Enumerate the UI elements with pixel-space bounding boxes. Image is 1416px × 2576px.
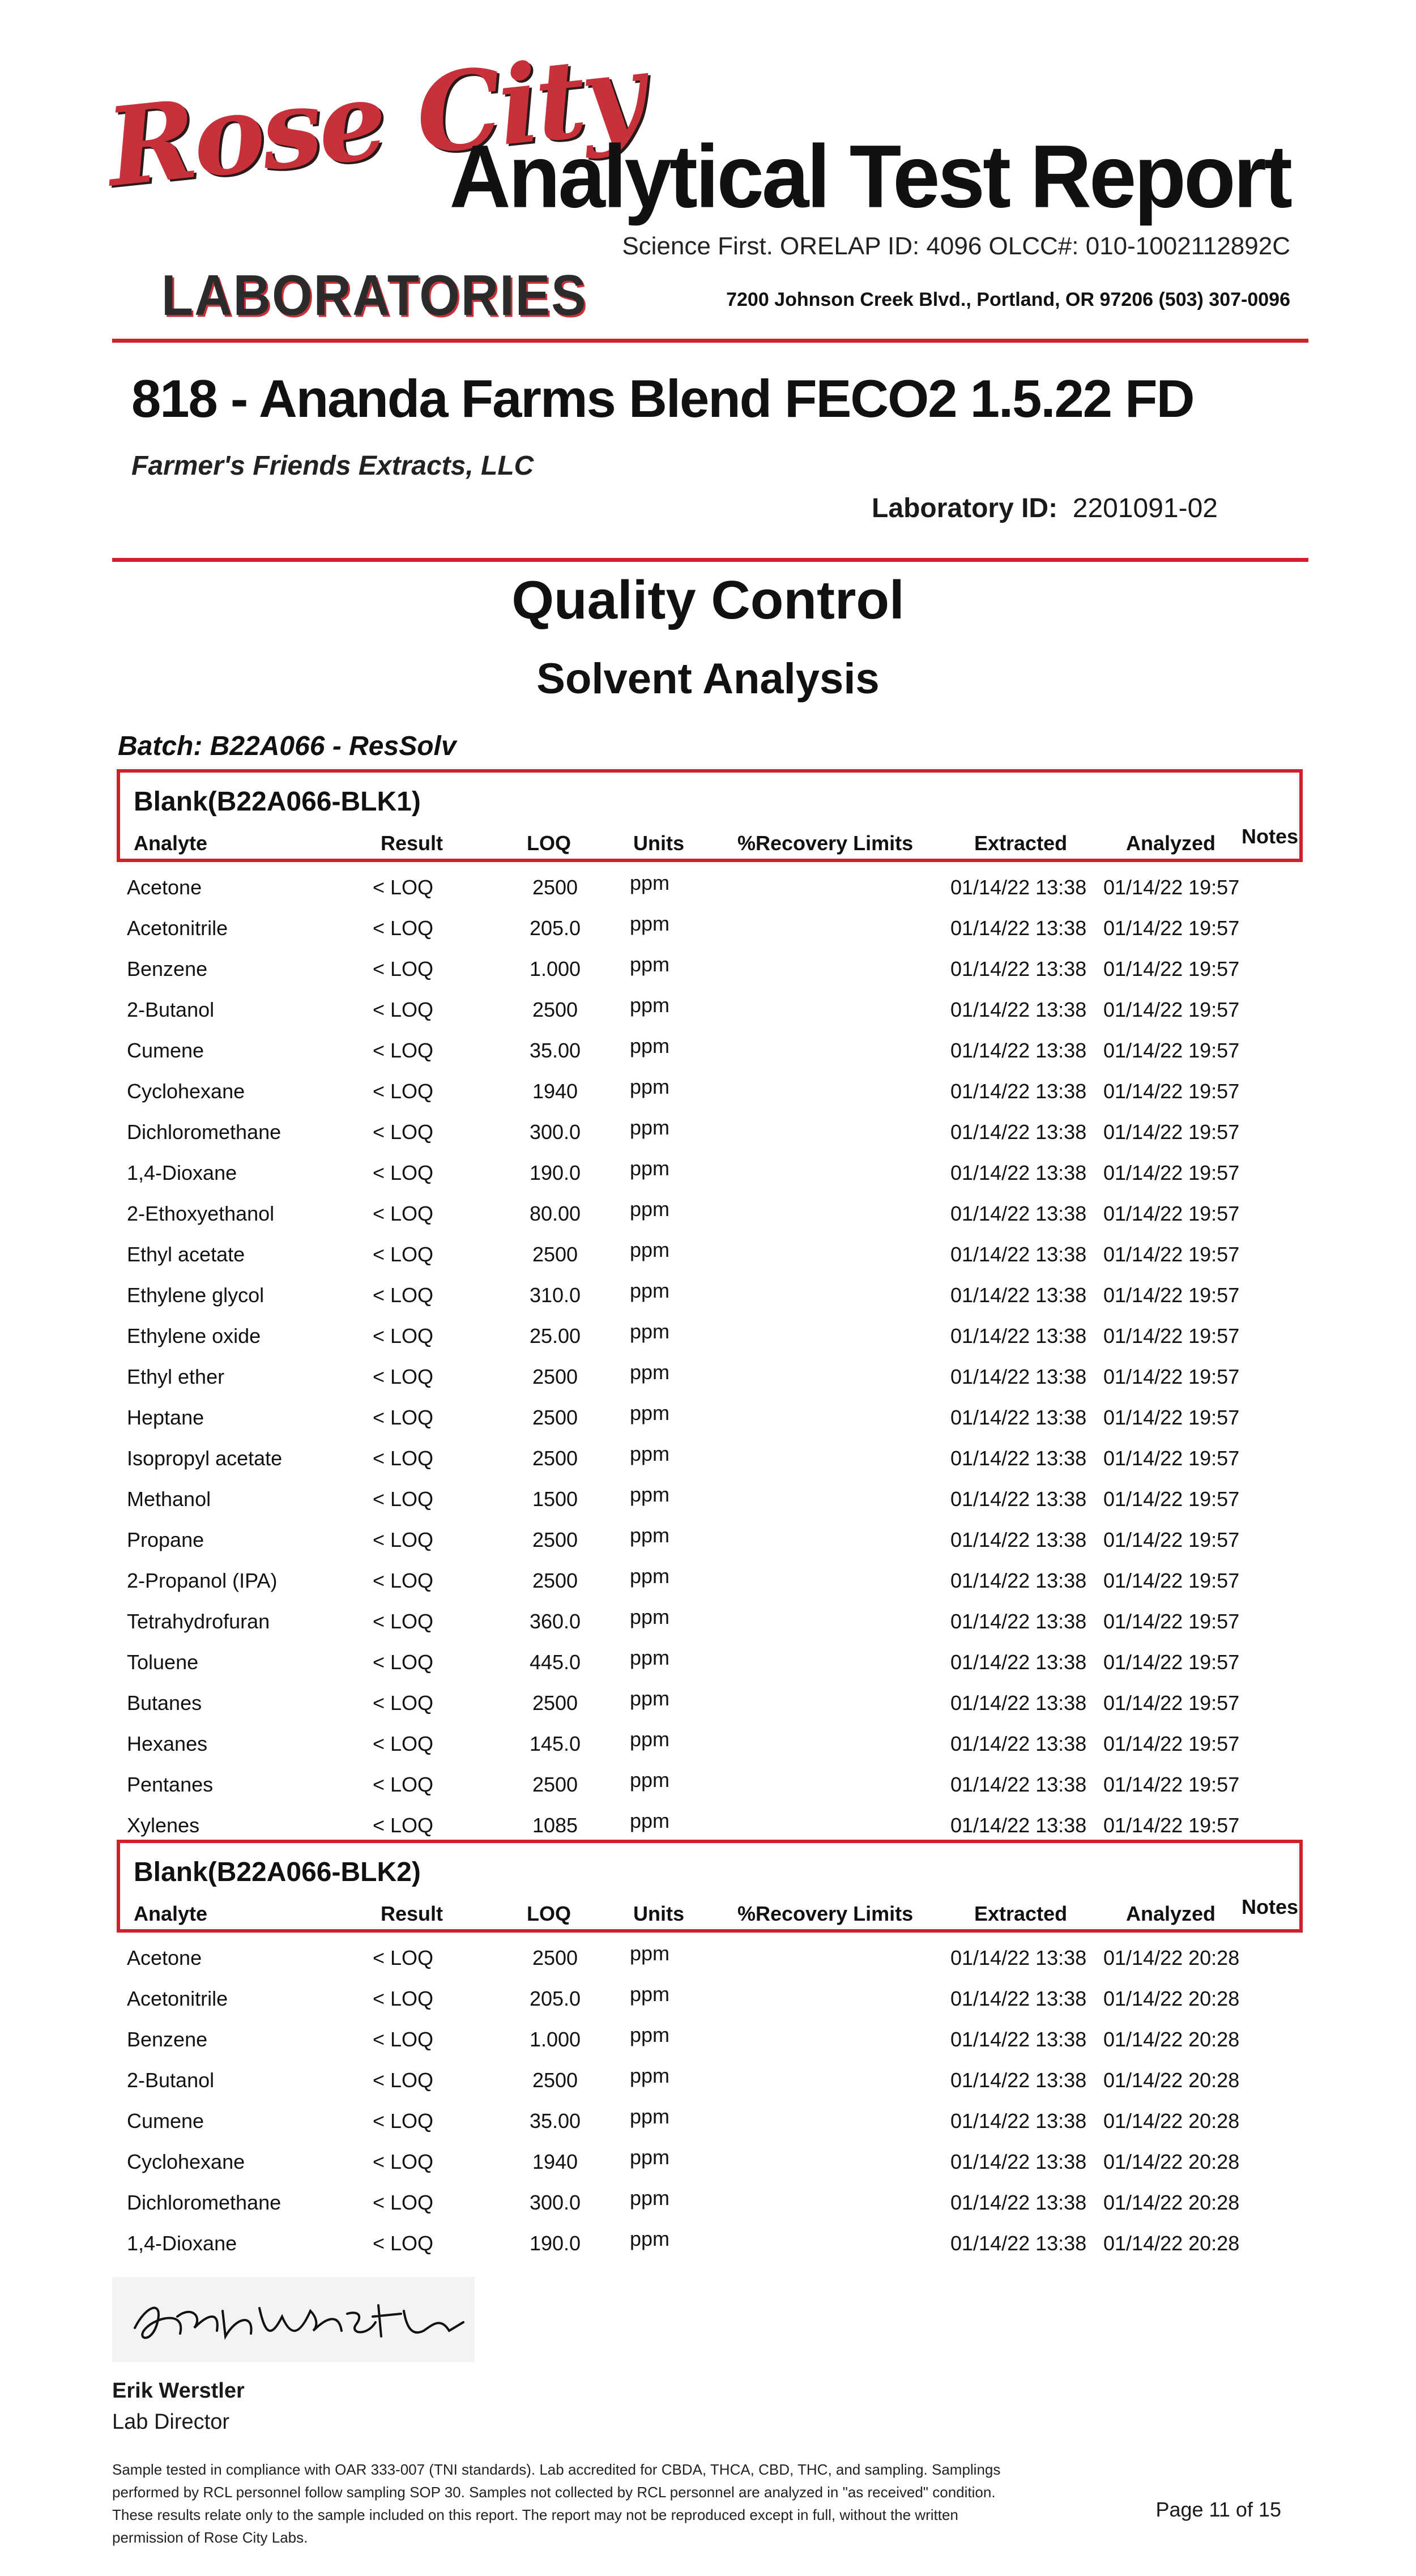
- table-row: [0, 2019, 1416, 2059]
- cell-extracted: 01/14/22 13:38: [950, 2191, 1087, 2214]
- table-row: [0, 907, 1416, 948]
- table-row: [0, 1519, 1416, 1560]
- cell-result: < LOQ: [373, 1487, 434, 1511]
- col-analyte: Analyte: [134, 1902, 208, 1925]
- table-row: [0, 1234, 1416, 1274]
- cell-units: ppm: [630, 1728, 670, 1751]
- cell-loq: 190.0: [529, 2232, 581, 2255]
- table-row: [0, 1641, 1416, 1682]
- cell-units: ppm: [630, 1320, 670, 1343]
- cell-extracted: 01/14/22 13:38: [950, 1814, 1087, 1837]
- cell-analyzed: 01/14/22 19:57: [1103, 1650, 1240, 1674]
- cell-loq: 2500: [532, 1365, 578, 1388]
- cell-analyte: 2-Butanol: [127, 2069, 215, 2092]
- cell-analyte: Cyclohexane: [127, 2150, 245, 2173]
- cell-result: < LOQ: [373, 2232, 434, 2255]
- cell-result: < LOQ: [373, 2109, 434, 2133]
- col-analyzed: Analyzed: [1126, 831, 1216, 855]
- cell-units: ppm: [630, 912, 670, 935]
- cell-result: < LOQ: [373, 1202, 434, 1225]
- cell-analyte: Ethyl acetate: [127, 1243, 245, 1266]
- cell-extracted: 01/14/22 13:38: [950, 2028, 1087, 2051]
- report-title: Analytical Test Report: [449, 126, 1290, 227]
- cell-result: < LOQ: [373, 1691, 434, 1715]
- cell-analyte: Benzene: [127, 957, 208, 980]
- cell-result: < LOQ: [373, 2028, 434, 2051]
- section-subtitle: Solvent Analysis: [536, 655, 880, 703]
- cell-loq: 2500: [532, 1569, 578, 1592]
- cell-units: ppm: [630, 1605, 670, 1628]
- cell-result: < LOQ: [373, 1080, 434, 1103]
- blank-title: Blank(B22A066-BLK1): [134, 787, 421, 817]
- cell-extracted: 01/14/22 13:38: [950, 1406, 1087, 1429]
- cell-analyzed: 01/14/22 19:57: [1103, 1732, 1240, 1755]
- cell-extracted: 01/14/22 13:38: [950, 1987, 1087, 2010]
- cell-analyzed: 01/14/22 19:57: [1103, 916, 1240, 940]
- cell-result: < LOQ: [373, 1039, 434, 1062]
- product-name: 818 - Ananda Farms Blend FECO2 1.5.22 FD: [131, 369, 1194, 428]
- cell-extracted: 01/14/22 13:38: [950, 2109, 1087, 2133]
- cell-analyzed: 01/14/22 19:57: [1103, 1039, 1240, 1062]
- laboratory-id: [872, 493, 1218, 524]
- cell-result: < LOQ: [373, 1650, 434, 1674]
- cell-loq: 1940: [532, 2150, 578, 2173]
- cell-analyzed: 01/14/22 20:28: [1103, 2232, 1240, 2255]
- cell-analyzed: 01/14/22 20:28: [1103, 2150, 1240, 2173]
- cell-analyzed: 01/14/22 20:28: [1103, 1946, 1240, 1969]
- cell-analyte: Propane: [127, 1528, 204, 1551]
- cell-units: ppm: [630, 1524, 670, 1547]
- table-row: [0, 1397, 1416, 1438]
- cell-analyzed: 01/14/22 19:57: [1103, 1243, 1240, 1266]
- cell-result: < LOQ: [373, 1732, 434, 1755]
- cell-extracted: 01/14/22 13:38: [950, 998, 1087, 1021]
- cell-result: < LOQ: [373, 2150, 434, 2173]
- col-units: Units: [633, 1902, 684, 1925]
- cell-result: < LOQ: [373, 2069, 434, 2092]
- cell-units: ppm: [630, 1982, 670, 2006]
- cell-loq: 1.000: [529, 2028, 581, 2051]
- table-row: [0, 1152, 1416, 1193]
- logo-wordmark: Rose City: [101, 29, 647, 211]
- cell-analyzed: 01/14/22 20:28: [1103, 2028, 1240, 2051]
- cell-analyzed: 01/14/22 19:57: [1103, 1080, 1240, 1103]
- cell-extracted: 01/14/22 13:38: [950, 1080, 1087, 1103]
- col-notes: Notes: [1242, 825, 1299, 848]
- cell-extracted: 01/14/22 13:38: [950, 1691, 1087, 1715]
- cell-loq: 205.0: [529, 1987, 581, 2010]
- table-row: [0, 1356, 1416, 1397]
- cell-extracted: 01/14/22 13:38: [950, 1732, 1087, 1755]
- table-row: [0, 989, 1416, 1030]
- cell-analyte: 2-Butanol: [127, 998, 215, 1021]
- header-divider: [112, 339, 1308, 343]
- cell-extracted: 01/14/22 13:38: [950, 916, 1087, 940]
- cell-units: ppm: [630, 1197, 670, 1221]
- cell-result: < LOQ: [373, 1773, 434, 1796]
- cell-units: ppm: [630, 2227, 670, 2250]
- client-name: Farmer's Friends Extracts, LLC: [131, 451, 534, 481]
- cell-units: ppm: [630, 1116, 670, 1139]
- cell-analyzed: 01/14/22 20:28: [1103, 2191, 1240, 2214]
- cell-loq: 1085: [532, 1814, 578, 1837]
- cell-extracted: 01/14/22 13:38: [950, 1161, 1087, 1184]
- cell-extracted: 01/14/22 13:38: [950, 1773, 1087, 1796]
- table-row: [0, 1682, 1416, 1723]
- cell-analyte: Pentanes: [127, 1773, 214, 1796]
- table-row: [0, 1478, 1416, 1519]
- cell-analyzed: 01/14/22 19:57: [1103, 1161, 1240, 1184]
- table-row: [0, 1030, 1416, 1071]
- cell-extracted: 01/14/22 13:38: [950, 1447, 1087, 1470]
- cell-analyzed: 01/14/22 19:57: [1103, 876, 1240, 899]
- cell-analyzed: 01/14/22 19:57: [1103, 1487, 1240, 1511]
- batch-label: Batch: B22A066 - ResSolv: [118, 731, 457, 761]
- table-row: [0, 948, 1416, 989]
- signature-image: [123, 2283, 475, 2356]
- cell-units: ppm: [630, 871, 670, 894]
- cell-result: < LOQ: [373, 998, 434, 1021]
- laboratory-id-label: Laboratory ID:: [872, 493, 1058, 523]
- cell-loq: 1940: [532, 1080, 578, 1103]
- cell-result: < LOQ: [373, 957, 434, 980]
- blank-header-box: [117, 1840, 1303, 1933]
- cell-analyte: Hexanes: [127, 1732, 208, 1755]
- blank-title: Blank(B22A066-BLK2): [134, 1857, 421, 1887]
- table-row: [0, 1438, 1416, 1478]
- col-analyte: Analyte: [134, 831, 208, 855]
- cell-result: < LOQ: [373, 1406, 434, 1429]
- cell-analyte: Cumene: [127, 1039, 204, 1062]
- col-recovery: %Recovery Limits: [737, 831, 914, 855]
- col-loq: LOQ: [527, 831, 571, 855]
- cell-loq: 2500: [532, 1406, 578, 1429]
- cell-loq: 145.0: [529, 1732, 581, 1755]
- cell-extracted: 01/14/22 13:38: [950, 1650, 1087, 1674]
- table-row: [0, 2059, 1416, 2100]
- cell-analyte: Benzene: [127, 2028, 208, 2051]
- cell-analyte: Ethylene glycol: [127, 1283, 265, 1307]
- cell-result: < LOQ: [373, 1610, 434, 1633]
- col-units: Units: [633, 831, 684, 855]
- cell-extracted: 01/14/22 13:38: [950, 1610, 1087, 1633]
- blank-header-box: [117, 769, 1303, 862]
- cell-analyte: Ethylene oxide: [127, 1324, 261, 1347]
- cell-loq: 2500: [532, 1528, 578, 1551]
- laboratory-id-value: 2201091-02: [1072, 493, 1218, 523]
- cell-loq: 2500: [532, 1946, 578, 1969]
- table-row: [0, 1193, 1416, 1234]
- cell-analyzed: 01/14/22 19:57: [1103, 1365, 1240, 1388]
- cell-result: < LOQ: [373, 1946, 434, 1969]
- cell-analyte: Ethyl ether: [127, 1365, 225, 1388]
- cell-units: ppm: [630, 953, 670, 976]
- cell-loq: 310.0: [529, 1283, 581, 1307]
- lab-address: 7200 Johnson Creek Blvd., Portland, OR 97206 (503) 307-0096: [726, 289, 1290, 310]
- cell-analyzed: 01/14/22 19:57: [1103, 1324, 1240, 1347]
- cell-analyte: 2-Ethoxyethanol: [127, 1202, 275, 1225]
- cell-units: ppm: [630, 1157, 670, 1180]
- cell-loq: 2500: [532, 998, 578, 1021]
- cell-analyte: Acetone: [127, 1946, 202, 1969]
- cell-units: ppm: [630, 2023, 670, 2046]
- cell-units: ppm: [630, 2105, 670, 2128]
- cell-units: ppm: [630, 2146, 670, 2169]
- cell-analyzed: 01/14/22 19:57: [1103, 1569, 1240, 1592]
- table-row: [0, 1601, 1416, 1641]
- cell-extracted: 01/14/22 13:38: [950, 2232, 1087, 2255]
- cell-loq: 205.0: [529, 916, 581, 940]
- cell-result: < LOQ: [373, 1283, 434, 1307]
- cell-extracted: 01/14/22 13:38: [950, 1283, 1087, 1307]
- cell-analyzed: 01/14/22 19:57: [1103, 1406, 1240, 1429]
- cell-extracted: 01/14/22 13:38: [950, 2069, 1087, 2092]
- cell-extracted: 01/14/22 13:38: [950, 1946, 1087, 1969]
- signer-name: Erik Werstler: [112, 2379, 245, 2403]
- cell-units: ppm: [630, 1687, 670, 1710]
- cell-loq: 2500: [532, 876, 578, 899]
- cell-units: ppm: [630, 1034, 670, 1057]
- cell-analyte: Toluene: [127, 1650, 199, 1674]
- cell-units: ppm: [630, 1075, 670, 1098]
- col-recovery: %Recovery Limits: [737, 1902, 914, 1925]
- cell-loq: 300.0: [529, 1120, 581, 1144]
- cell-analyte: Tetrahydrofuran: [127, 1610, 270, 1633]
- cell-result: < LOQ: [373, 1365, 434, 1388]
- cell-result: < LOQ: [373, 916, 434, 940]
- table-row: [0, 2141, 1416, 2182]
- cell-extracted: 01/14/22 13:38: [950, 1202, 1087, 1225]
- cell-loq: 2500: [532, 1773, 578, 1796]
- cell-analyte: 2-Propanol (IPA): [127, 1569, 278, 1592]
- cell-analyzed: 01/14/22 19:57: [1103, 1202, 1240, 1225]
- cell-result: < LOQ: [373, 1324, 434, 1347]
- cell-extracted: 01/14/22 13:38: [950, 1365, 1087, 1388]
- cell-units: ppm: [630, 1279, 670, 1302]
- cell-analyte: Xylenes: [127, 1814, 200, 1837]
- cell-extracted: 01/14/22 13:38: [950, 1120, 1087, 1144]
- cell-loq: 2500: [532, 1243, 578, 1266]
- col-notes: Notes: [1242, 1895, 1299, 1918]
- table-row: [0, 1764, 1416, 1805]
- cell-extracted: 01/14/22 13:38: [950, 1243, 1087, 1266]
- cell-analyzed: 01/14/22 19:57: [1103, 1814, 1240, 1837]
- signer-role: Lab Director: [112, 2410, 229, 2434]
- col-loq: LOQ: [527, 1902, 571, 1925]
- cell-loq: 80.00: [529, 1202, 581, 1225]
- cell-loq: 2500: [532, 1691, 578, 1715]
- cell-analyte: Dichloromethane: [127, 1120, 282, 1144]
- cell-result: < LOQ: [373, 1569, 434, 1592]
- cell-analyte: Heptane: [127, 1406, 204, 1429]
- cell-extracted: 01/14/22 13:38: [950, 1039, 1087, 1062]
- cell-result: < LOQ: [373, 1120, 434, 1144]
- col-result: Result: [381, 1902, 443, 1925]
- cell-result: < LOQ: [373, 1814, 434, 1837]
- cell-units: ppm: [630, 993, 670, 1017]
- cell-analyte: Acetonitrile: [127, 1987, 228, 2010]
- cell-analyzed: 01/14/22 19:57: [1103, 1773, 1240, 1796]
- logo-subtitle: LABORATORIES: [161, 263, 587, 328]
- cell-loq: 25.00: [529, 1324, 581, 1347]
- cell-units: ppm: [630, 1442, 670, 1465]
- table-row: [0, 1978, 1416, 2019]
- cell-loq: 1500: [532, 1487, 578, 1511]
- cell-analyte: Cyclohexane: [127, 1080, 245, 1103]
- cell-units: ppm: [630, 2064, 670, 2087]
- cell-analyzed: 01/14/22 19:57: [1103, 1120, 1240, 1144]
- cell-loq: 300.0: [529, 2191, 581, 2214]
- cell-analyzed: 01/14/22 20:28: [1103, 2069, 1240, 2092]
- col-extracted: Extracted: [974, 1902, 1068, 1925]
- table-row: [0, 1560, 1416, 1601]
- cell-loq: 35.00: [529, 1039, 581, 1062]
- cell-extracted: 01/14/22 13:38: [950, 1487, 1087, 1511]
- cell-loq: 35.00: [529, 2109, 581, 2133]
- cell-analyte: 1,4-Dioxane: [127, 1161, 237, 1184]
- cell-units: ppm: [630, 2186, 670, 2210]
- cell-units: ppm: [630, 1809, 670, 1832]
- cell-units: ppm: [630, 1942, 670, 1965]
- table-row: [0, 1723, 1416, 1764]
- table-row: [0, 1315, 1416, 1356]
- cell-analyte: Dichloromethane: [127, 2191, 282, 2214]
- cell-analyte: Acetonitrile: [127, 916, 228, 940]
- cell-analyte: Cumene: [127, 2109, 204, 2133]
- cell-units: ppm: [630, 1646, 670, 1669]
- disclaimer: Sample tested in compliance with OAR 333-007 (TNI standards). Lab accredited for CBDA, THCA, CBD, THC, and sampling. Samplings performed by RCL personnel follow sampling SOP 30. Samples not collected by RCL personnel are analyzed in "as received" condition. These results relate only to the sample included on this report. The report may not be reproduced except in full, without the written permission of Rose City Labs.: [112, 2461, 1001, 2546]
- table-row: [0, 1937, 1416, 1978]
- cell-units: ppm: [630, 1768, 670, 1792]
- cell-loq: 1.000: [529, 957, 581, 980]
- col-result: Result: [381, 831, 443, 855]
- table-row: [0, 2182, 1416, 2223]
- cell-result: < LOQ: [373, 1528, 434, 1551]
- cell-result: < LOQ: [373, 1447, 434, 1470]
- cell-units: ppm: [630, 1483, 670, 1506]
- cell-units: ppm: [630, 1401, 670, 1425]
- cell-units: ppm: [630, 1564, 670, 1588]
- cell-analyte: Methanol: [127, 1487, 211, 1511]
- cell-extracted: 01/14/22 13:38: [950, 1569, 1087, 1592]
- cell-units: ppm: [630, 1238, 670, 1261]
- cell-analyzed: 01/14/22 19:57: [1103, 1447, 1240, 1470]
- cell-analyzed: 01/14/22 20:28: [1103, 2109, 1240, 2133]
- section-title: Quality Control: [511, 570, 905, 630]
- table-row: [0, 2223, 1416, 2263]
- cell-result: < LOQ: [373, 1161, 434, 1184]
- cell-loq: 2500: [532, 1447, 578, 1470]
- cell-extracted: 01/14/22 13:38: [950, 876, 1087, 899]
- page-number: Page 11 of 15: [1155, 2498, 1281, 2521]
- cell-loq: 2500: [532, 2069, 578, 2092]
- cell-analyte: Butanes: [127, 1691, 202, 1715]
- cell-analyzed: 01/14/22 19:57: [1103, 1283, 1240, 1307]
- cell-analyzed: 01/14/22 19:57: [1103, 998, 1240, 1021]
- cell-result: < LOQ: [373, 1987, 434, 2010]
- col-analyzed: Analyzed: [1126, 1902, 1216, 1925]
- cell-units: ppm: [630, 1360, 670, 1384]
- table-row: [0, 1071, 1416, 1111]
- cell-result: < LOQ: [373, 1243, 434, 1266]
- cell-extracted: 01/14/22 13:38: [950, 1324, 1087, 1347]
- lab-credentials: Science First. ORELAP ID: 4096 OLCC#: 010-1002112892C: [622, 232, 1290, 260]
- cell-loq: 445.0: [529, 1650, 581, 1674]
- cell-extracted: 01/14/22 13:38: [950, 1528, 1087, 1551]
- cell-extracted: 01/14/22 13:38: [950, 957, 1087, 980]
- table-row: [0, 1274, 1416, 1315]
- cell-analyte: Acetone: [127, 876, 202, 899]
- table-row: [0, 867, 1416, 907]
- col-extracted: Extracted: [974, 831, 1068, 855]
- cell-analyzed: 01/14/22 20:28: [1103, 1987, 1240, 2010]
- table-row: [0, 2100, 1416, 2141]
- cell-analyzed: 01/14/22 19:57: [1103, 1528, 1240, 1551]
- cell-result: < LOQ: [373, 2191, 434, 2214]
- table-row: [0, 1111, 1416, 1152]
- cell-result: < LOQ: [373, 876, 434, 899]
- cell-loq: 360.0: [529, 1610, 581, 1633]
- cell-analyte: 1,4-Dioxane: [127, 2232, 237, 2255]
- cell-loq: 190.0: [529, 1161, 581, 1184]
- cell-analyzed: 01/14/22 19:57: [1103, 1691, 1240, 1715]
- section-divider: [112, 558, 1308, 562]
- cell-analyzed: 01/14/22 19:57: [1103, 957, 1240, 980]
- cell-extracted: 01/14/22 13:38: [950, 2150, 1087, 2173]
- cell-analyte: Isopropyl acetate: [127, 1447, 283, 1470]
- cell-analyzed: 01/14/22 19:57: [1103, 1610, 1240, 1633]
